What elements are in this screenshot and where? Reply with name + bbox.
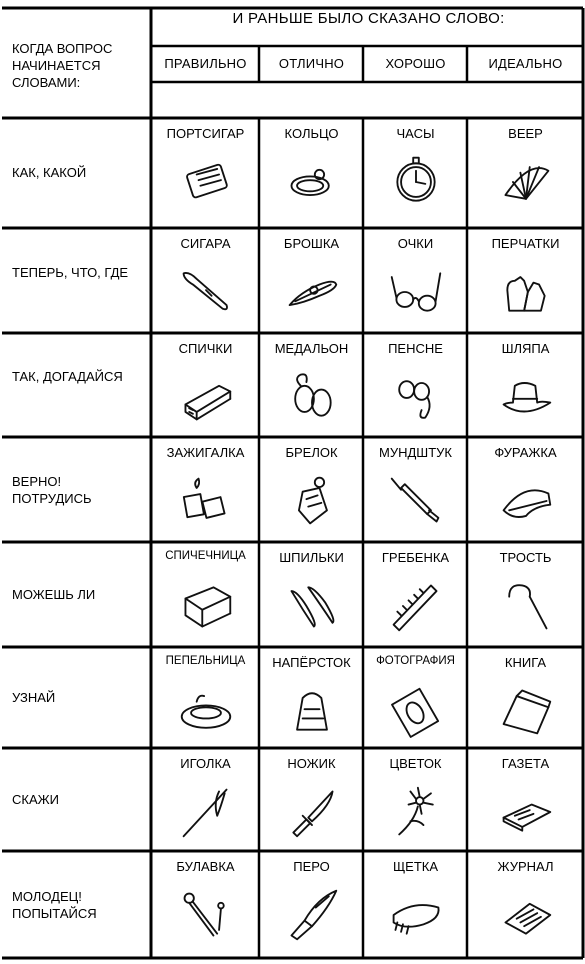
column-header: ПРАВИЛЬНО: [164, 56, 247, 71]
item-name: ПЕНСНЕ: [388, 341, 443, 356]
item-name: ЖУРНАЛ: [497, 859, 554, 874]
hairpins-icon: [280, 578, 344, 634]
row-label: ТАК, ДОГАДАЙСЯ: [12, 369, 123, 384]
flower-icon: [384, 784, 448, 840]
item-name: ВЕЕР: [508, 126, 543, 141]
cane-icon: [494, 578, 558, 634]
magazine-icon: [494, 887, 558, 943]
pen-nib-icon: [280, 887, 344, 943]
row-label: ВЕРНО! ПОТРУДИСЬ: [12, 473, 92, 506]
locket-icon: [280, 369, 344, 425]
item-name: ЗАЖИГАЛКА: [166, 445, 245, 460]
item-name: КОЛЬЦО: [284, 126, 339, 141]
item-name: СИГАРА: [180, 236, 231, 251]
brush-icon: [384, 887, 448, 943]
photo-icon: [384, 683, 448, 739]
item-name: БУЛАВКА: [176, 859, 235, 874]
column-header: ОТЛИЧНО: [278, 56, 345, 71]
item-name: НАПЁРСТОК: [272, 655, 351, 670]
item-name: ПОРТСИГАР: [166, 126, 245, 141]
pince-nez-icon: [384, 369, 448, 425]
item-name: МУНДШТУК: [379, 445, 452, 460]
fan-icon: [494, 154, 558, 210]
item-name: ШЛЯПА: [501, 341, 550, 356]
column-header: ИДЕАЛЬНО: [488, 56, 563, 71]
item-name: МЕДАЛЬОН: [274, 341, 349, 356]
question-label: КОГДА ВОПРОС НАЧИНАЕТСЯ СЛОВАМИ:: [12, 41, 113, 90]
item-name: ТРОСТЬ: [499, 550, 552, 565]
item-name: НОЖИК: [287, 756, 336, 771]
pocket-watch-icon: [384, 154, 448, 210]
item-name: ЧАСЫ: [396, 126, 435, 141]
safety-pin-icon: [174, 887, 238, 943]
item-name: ЩЕТКА: [392, 859, 439, 874]
cigarette-case-icon: [174, 154, 238, 210]
item-name: ПЕРО: [293, 859, 330, 874]
item-name: ИГОЛКА: [180, 756, 231, 771]
item-name: КНИГА: [504, 655, 547, 670]
item-name: ФОТОГРАФИЯ: [376, 655, 455, 667]
brooch-icon: [280, 264, 344, 320]
row-label: СКАЖИ: [12, 791, 59, 807]
row-label: МОЛОДЕЦ! ПОПЫТАЙСЯ: [12, 888, 97, 921]
column-header: ХОРОШО: [385, 56, 446, 71]
item-name: СПИЧКИ: [178, 341, 233, 356]
item-name: БРЕЛОК: [285, 445, 338, 460]
row-label: МОЖЕШЬ ЛИ: [12, 586, 96, 602]
item-name: ФУРАЖКА: [494, 445, 557, 460]
knife-icon: [280, 784, 344, 840]
ring-icon: [280, 154, 344, 210]
row-label: КАК, КАКОЙ: [12, 165, 87, 180]
item-name: ШПИЛЬКИ: [279, 550, 344, 565]
newspaper-icon: [494, 784, 558, 840]
cap-icon: [494, 473, 558, 529]
matches-icon: [174, 369, 238, 425]
comb-icon: [384, 578, 448, 634]
item-name: ОЧКИ: [397, 236, 434, 251]
book-icon: [494, 683, 558, 739]
glasses-icon: [384, 264, 448, 320]
item-name: СПИЧЕЧНИЦА: [165, 550, 246, 562]
cigarette-holder-icon: [384, 473, 448, 529]
gloves-icon: [494, 264, 558, 320]
ashtray-icon: [174, 683, 238, 739]
row-label: ТЕПЕРЬ, ЧТО, ГДЕ: [12, 264, 129, 280]
table-title: И РАНЬШЕ БЫЛО СКАЗАНО СЛОВО:: [232, 10, 505, 27]
hat-icon: [494, 369, 558, 425]
item-name: ПЕПЕЛЬНИЦА: [165, 655, 246, 667]
lighter-icon: [174, 473, 238, 529]
matchbox-holder-icon: [174, 578, 238, 634]
row-label: УЗНАЙ: [12, 689, 56, 705]
item-name: БРОШКА: [283, 236, 340, 251]
item-name: ПЕРЧАТКИ: [491, 236, 560, 251]
item-name: ГРЕБЕНКА: [381, 550, 450, 565]
keychain-icon: [280, 473, 344, 529]
thimble-icon: [280, 683, 344, 739]
needle-icon: [174, 784, 238, 840]
cigar-icon: [174, 264, 238, 320]
item-name: ЦВЕТОК: [389, 756, 442, 771]
item-name: ГАЗЕТА: [501, 756, 550, 771]
